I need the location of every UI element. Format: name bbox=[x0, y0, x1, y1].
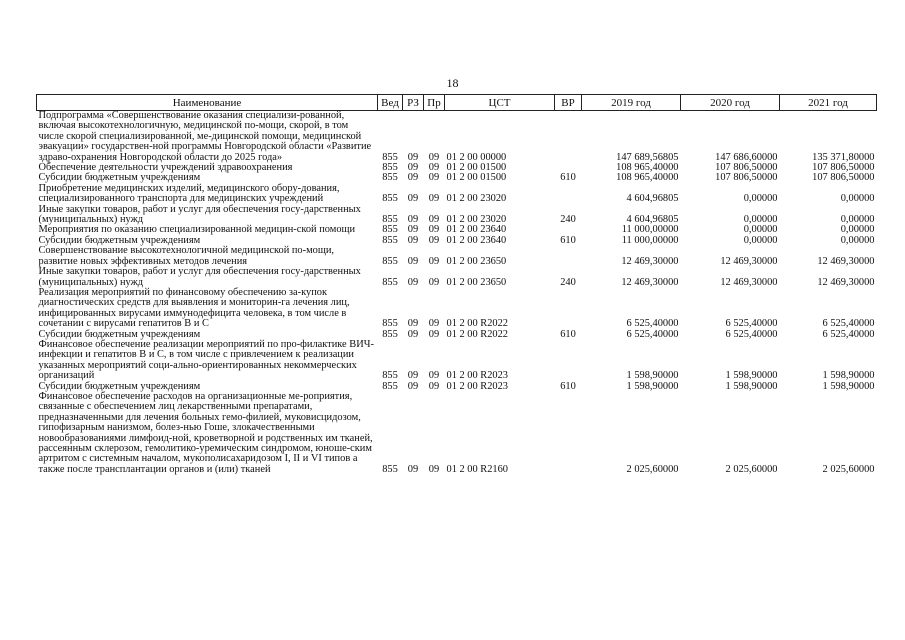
row-name: Мероприятия по оказанию специализированной медицин-ской помощи bbox=[38, 224, 356, 236]
table-row bbox=[37, 205, 877, 226]
row-2019: 6 525,40000 bbox=[626, 318, 679, 330]
row-pr: 09 bbox=[428, 276, 440, 288]
row-2021: 0,00000 bbox=[840, 224, 875, 236]
row-2021: 1 598,90000 bbox=[822, 380, 875, 392]
row-2019: 12 469,30000 bbox=[621, 276, 679, 288]
row-2021: 1 598,90000 bbox=[822, 370, 875, 382]
row-2021: 6 525,40000 bbox=[822, 318, 875, 330]
row-ved: 855 bbox=[382, 162, 398, 174]
row-rz: 09 bbox=[407, 255, 419, 267]
row-2020: 6 525,40000 bbox=[725, 328, 778, 340]
row-rz: 09 bbox=[407, 193, 419, 205]
row-pr: 09 bbox=[428, 234, 440, 246]
row-cst: 01 2 00 23640 bbox=[446, 234, 507, 246]
row-2020: 1 598,90000 bbox=[725, 380, 778, 392]
row-ved: 855 bbox=[382, 172, 398, 184]
page-number: 18 bbox=[446, 76, 459, 90]
row-2019: 4 604,96805 bbox=[626, 214, 679, 226]
row-ved: 855 bbox=[382, 328, 398, 340]
row-cst: 01 2 00 R2023 bbox=[446, 370, 508, 382]
row-2021: 0,00000 bbox=[840, 193, 875, 205]
row-2020: 12 469,30000 bbox=[720, 255, 778, 267]
row-ved: 855 bbox=[382, 380, 398, 392]
row-cst: 01 2 00 R2022 bbox=[446, 328, 508, 340]
budget-table bbox=[36, 94, 877, 475]
row-rz: 09 bbox=[407, 276, 419, 288]
row-cst: 01 2 00 01500 bbox=[446, 172, 507, 184]
row-name: Субсидии бюджетным учреждениям bbox=[38, 172, 201, 184]
row-rz: 09 bbox=[407, 463, 419, 475]
row-2019: 2 025,60000 bbox=[626, 463, 679, 475]
row-rz: 09 bbox=[407, 172, 419, 184]
row-ved: 855 bbox=[382, 463, 398, 475]
table-row bbox=[37, 288, 877, 330]
row-pr: 09 bbox=[428, 255, 440, 267]
row-cst: 01 2 00 00000 bbox=[446, 151, 507, 163]
row-name: Приобретение медицинских изделий, медицинского обору-дования, специализированного транспорта для медицинских учреждений bbox=[38, 182, 340, 205]
row-cst: 01 2 00 R2023 bbox=[446, 380, 508, 392]
row-vr bbox=[555, 246, 582, 267]
row-cst: 01 2 00 01500 bbox=[446, 162, 507, 174]
row-pr: 09 bbox=[428, 328, 440, 340]
row-2019: 1 598,90000 bbox=[626, 380, 679, 392]
row-2021: 135 371,80000 bbox=[812, 151, 875, 163]
row-ved: 855 bbox=[382, 276, 398, 288]
row-pr: 09 bbox=[428, 380, 440, 392]
row-2021: 107 806,50000 bbox=[812, 162, 875, 174]
row-name: Обеспечение деятельности учреждений здравоохранения bbox=[38, 162, 293, 174]
row-2019: 11 000,00000 bbox=[621, 234, 679, 246]
row-vr: 240 bbox=[560, 214, 576, 226]
row-ved: 855 bbox=[382, 151, 398, 163]
row-2019: 11 000,00000 bbox=[621, 224, 679, 236]
row-2020: 107 806,50000 bbox=[715, 162, 778, 174]
row-pr: 09 bbox=[428, 193, 440, 205]
row-2020: 107 806,50000 bbox=[715, 172, 778, 184]
row-name: Иные закупки товаров, работ и услуг для обеспечения госу-дарственных (муниципальных) нужд bbox=[38, 266, 361, 288]
row-2021: 107 806,50000 bbox=[812, 172, 875, 184]
row-name: Финансовое обеспечение расходов на организационные ме-роприятия, связанные с обеспечением лиц лекарственными препаратами, предназначенными для лечения больных гемо-филией, муковисцидозом, гипофизарным нанизмом, болез-нью Гоше, злокачественными новообразованиями лимфоид-ной, кроветворной и родственных им тканей, рассеянным склерозом, гемолитико-уремическим синдромом, юноше-ским артритом с системным началом, мукополисахаридозом I, II и VI типов а также после трансплантации органов и (или) тканей bbox=[38, 390, 373, 475]
row-2020: 147 686,60000 bbox=[715, 151, 778, 163]
row-cst: 01 2 00 23650 bbox=[446, 276, 507, 288]
col-header-rz: РЗ bbox=[403, 95, 424, 111]
row-pr: 09 bbox=[428, 463, 440, 475]
row-ved: 855 bbox=[382, 255, 398, 267]
row-vr: 610 bbox=[560, 234, 576, 246]
row-pr: 09 bbox=[428, 172, 440, 184]
row-2021: 0,00000 bbox=[840, 214, 875, 226]
row-name: Иные закупки товаров, работ и услуг для обеспечения госу-дарственных (муниципальных) нужд bbox=[38, 203, 361, 226]
row-rz: 09 bbox=[407, 328, 419, 340]
row-2021: 6 525,40000 bbox=[822, 328, 875, 340]
table-row bbox=[37, 184, 877, 205]
row-name: Субсидии бюджетным учреждениям bbox=[38, 380, 201, 392]
row-pr: 09 bbox=[428, 162, 440, 174]
table-header-row bbox=[37, 95, 877, 111]
row-cst: 01 2 00 23020 bbox=[446, 214, 507, 226]
row-pr: 09 bbox=[428, 318, 440, 330]
row-cst: 01 2 00 23020 bbox=[446, 193, 507, 205]
col-header-pr: Пр bbox=[424, 95, 445, 111]
row-2021: 2 025,60000 bbox=[822, 463, 875, 475]
col-header-ved: Вед bbox=[378, 95, 403, 111]
row-vr bbox=[555, 340, 582, 382]
col-header-cst: ЦСТ bbox=[445, 95, 555, 111]
row-ved: 855 bbox=[382, 318, 398, 330]
row-pr: 09 bbox=[428, 214, 440, 226]
row-ved: 855 bbox=[382, 234, 398, 246]
row-vr: 610 bbox=[560, 380, 576, 392]
table-row bbox=[37, 246, 877, 267]
row-cst: 01 2 00 23640 bbox=[446, 224, 507, 236]
row-rz: 09 bbox=[407, 370, 419, 382]
row-2021: 12 469,30000 bbox=[817, 276, 875, 288]
row-ved: 855 bbox=[382, 224, 398, 236]
row-name: Субсидии бюджетным учреждениям bbox=[38, 234, 201, 246]
table-row bbox=[37, 340, 877, 382]
row-2019: 12 469,30000 bbox=[621, 255, 679, 267]
col-header-vr: ВР bbox=[555, 95, 582, 111]
row-name: Совершенствование высокотехнологичной медицинской по-мощи, развитие новых эффективных методов лечения bbox=[38, 245, 335, 267]
row-2021: 0,00000 bbox=[840, 234, 875, 246]
col-header-2020: 2020 год bbox=[681, 95, 780, 111]
row-vr: 610 bbox=[560, 328, 576, 340]
row-2019: 108 965,40000 bbox=[616, 172, 679, 184]
row-2020: 2 025,60000 bbox=[725, 463, 778, 475]
row-ved: 855 bbox=[382, 214, 398, 226]
row-vr bbox=[555, 184, 582, 205]
row-name: Подпрограмма «Совершенствование оказания специализи-рованной, включая высокотехнологичную, медицинской по-мощи, скорой, в том числе скорой специализированной, ме-дицинской помощи, медицинской эвакуации» государствен-ной программы Новгородской области «Развитие здраво-охранения Новгородской области до 2025 года» bbox=[38, 110, 372, 163]
row-vr: 610 bbox=[560, 172, 576, 184]
row-vr bbox=[555, 288, 582, 330]
row-2020: 0,00000 bbox=[743, 193, 778, 205]
row-rz: 09 bbox=[407, 380, 419, 392]
row-rz: 09 bbox=[407, 224, 419, 236]
col-header-name: Наименование bbox=[37, 95, 378, 111]
row-vr: 240 bbox=[560, 276, 576, 288]
row-2020: 0,00000 bbox=[743, 234, 778, 246]
row-pr: 09 bbox=[428, 151, 440, 163]
row-pr: 09 bbox=[428, 224, 440, 236]
row-cst: 01 2 00 R2022 bbox=[446, 318, 508, 330]
row-name: Субсидии бюджетным учреждениям bbox=[38, 328, 201, 340]
row-2020: 1 598,90000 bbox=[725, 370, 778, 382]
row-2019: 6 525,40000 bbox=[626, 328, 679, 340]
table-row bbox=[37, 267, 877, 288]
row-ved: 855 bbox=[382, 193, 398, 205]
row-name: Финансовое обеспечение реализации мероприятий по про-филактике ВИЧ-инфекции и гепатитов В и С, в том числе с привлечением к реализации указанных мероприятий соци-ально-ориентированных некоммерческих организаций bbox=[38, 338, 374, 382]
row-2019: 108 965,40000 bbox=[616, 162, 679, 174]
col-header-2019: 2019 год bbox=[582, 95, 681, 111]
row-cst: 01 2 00 23650 bbox=[446, 255, 507, 267]
row-2019: 147 689,56805 bbox=[616, 151, 679, 163]
col-header-2021: 2021 год bbox=[780, 95, 877, 111]
row-2019: 1 598,90000 bbox=[626, 370, 679, 382]
row-name: Реализация мероприятий по финансовому обеспечению за-купок диагностических средств для выявления и мониторин-га лечения лиц, инфицированных вирусами иммунодефицита человека, в том числе в сочетании с вирусами гепатитов В и С bbox=[38, 286, 350, 330]
table-row bbox=[37, 392, 877, 475]
row-rz: 09 bbox=[407, 151, 419, 163]
row-vr bbox=[555, 392, 582, 475]
row-vr bbox=[555, 111, 582, 164]
row-cst: 01 2 00 R2160 bbox=[446, 463, 508, 475]
table-row bbox=[37, 111, 877, 164]
row-pr: 09 bbox=[428, 370, 440, 382]
row-ved: 855 bbox=[382, 370, 398, 382]
row-rz: 09 bbox=[407, 214, 419, 226]
row-2020: 6 525,40000 bbox=[725, 318, 778, 330]
row-2020: 0,00000 bbox=[743, 214, 778, 226]
row-rz: 09 bbox=[407, 162, 419, 174]
row-2021: 12 469,30000 bbox=[817, 255, 875, 267]
row-rz: 09 bbox=[407, 318, 419, 330]
row-rz: 09 bbox=[407, 234, 419, 246]
row-2019: 4 604,96805 bbox=[626, 193, 679, 205]
row-2020: 12 469,30000 bbox=[720, 276, 778, 288]
row-2020: 0,00000 bbox=[743, 224, 778, 236]
